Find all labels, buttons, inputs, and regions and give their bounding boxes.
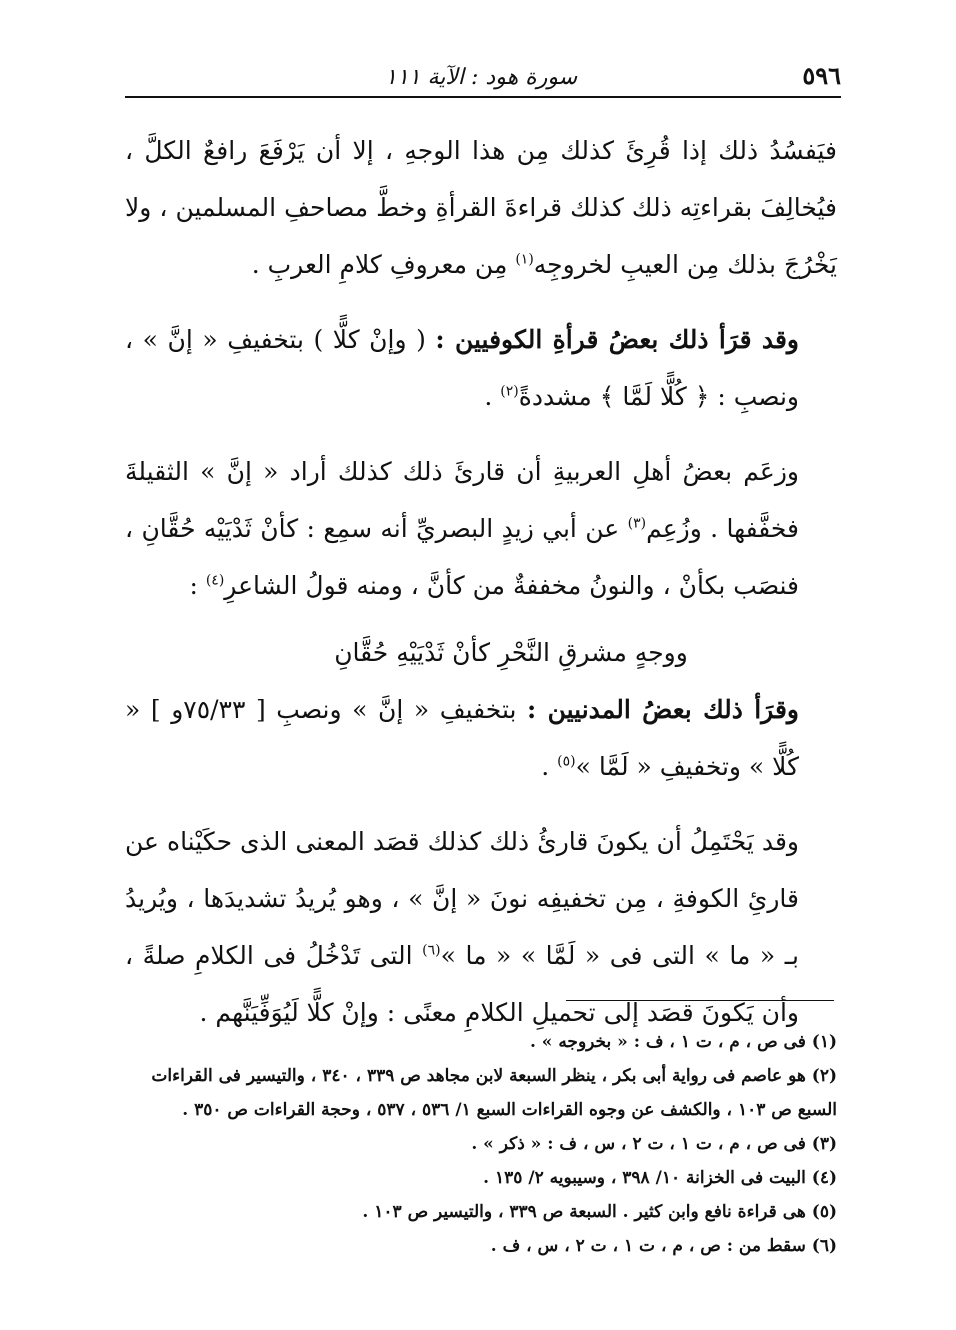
text-line: لخروجِه [533,250,613,279]
text-line: بتخفيفِ « إنَّ » ونصبِ [ ٧٥/٣٣و ] « كُلًّا » وتخفيفِ [125,695,799,781]
text-line: كلًّا لَيُوَفِّيَنَّهم . [199,998,334,1027]
text-line: مخففةٌ من كأنَّ ، ومنه قولُ الشاعرِ [224,571,582,600]
footnote-ref-5: (٥) [557,753,576,770]
footnote-separator [566,1000,834,1001]
text-line: مِن معروفِ كلامِ العربِ . [251,250,516,279]
footnote-4: (٤) البيت فى الخزانة ١٠/ ٣٩٨ ، وسيبويه ٢/ ١٣٥ . [483,1168,837,1188]
paragraph-3 [125,443,837,614]
paragraph-2 [125,311,837,425]
text-line: « لَمَّا » [575,752,652,781]
text-line: ﴿ كُلًّا لَمَّا ﴾ مشددةً [518,382,710,411]
footnote-6: (٦) سقط من : ص ، م ، ت ١ ، ت ٢ ، س ، ف . [490,1236,837,1256]
header-rule [125,96,841,98]
paragraph-5 [125,813,837,1041]
footnote-ref-3: (٣) [627,515,647,532]
paragraph-lead: وقرَأ ذلك بعضُ المدنيين : [527,695,799,724]
footnote-2: (٢) هو عاصم فى رواية أبى بكر ، ينظر السبعة لابن مجاهد ص ٣٣٩ ، ٣٤٠ ، والتيسير فى القراءات السبع ص ١٠٣ ، والكشف عن وجوه القراءات السبع ١/ ٥٣٦ ، ٥٣٧ ، وحجة القراءات ص ٣٥٠ . [151,1066,837,1120]
text-line: عن أبي زيدٍ البصريِّ أنه سمِع : كأنْ ثَدْيَيْه حُقَّانِ ، فنصَب بكأنْ ، والنونُ [125,514,799,600]
footnote-1: (١) فى ص ، م ، ت ١ ، ف : « بخروجه » . [529,1032,837,1052]
page-header [125,50,841,90]
text-line: الكوفةِ ، مِن تخفيفِه نونَ « إنَّ » ، وهو يُريدُ تشديدَها ، ويُريدُ بـ « ما » التى فى « لَمَّا » [125,884,800,970]
page-number: ٥٩٦ [802,61,841,90]
text-line: . [541,752,558,781]
poetry-verse: ووجهٍ مشرقِ النَّحْرِ كأنْ ثَدْيَيْهِ حُقَّانِ [334,638,688,667]
paragraph-lead: وقد قرَأ ذلك بعضُ قرأةِ الكوفيين : [435,325,799,354]
footnote-ref-1: (١) [515,251,534,268]
footnote-5: (٥) هى قراءة نافع وابن كثير . السبعة ص ٣٣٩ ، والتيسير ص ١٠٣ . [362,1202,837,1222]
text-line: ذلك كذلك قراءةَ القرأةِ وخطَّ مصاحفِ المسلمين ، ولا يَخْرُجَ بذلك مِن العيبِ [125,193,837,279]
footnote-ref-4: (٤) [205,572,225,589]
text-line: وزعَم بعضُ أهلِ العربيةِ أن قارئَ ذلك كذلك أراد « إنَّ » الثقيلةَ فخفَّفها . [125,457,800,543]
paragraph-4 [125,681,837,795]
footnote-ref-6: (٦) [422,942,441,959]
text-line: « ما » [440,941,512,970]
text-line: وقد يَحْتَمِلُ أن يكونَ قارئُ ذلك كذلك قصَد المعنى الذى حكَيْناه عن قارئِ [125,827,799,913]
text-line: فيَفسُدُ ذلك إذا قُرِئَ كذلك مِن هذا الوجهِ ، إلا أن يَرْفَعَ رافعٌ الكلَّ ، فيُخالِفَ بقراءتِه [125,136,838,222]
running-title: سورة هود : الآية ١١١ [385,65,578,90]
text-line: ( وإنْ كلًّا ) بتخفيفِ « إنَّ » ، ونصبِ : [125,325,799,411]
footnote-ref-2: (٢) [500,383,519,400]
text-line: وزُعِم [646,514,702,543]
footnote-3: (٣) فى ص ، م ، ت ١ ، ت ٢ ، س ، ف : « ذكر » . [471,1134,837,1154]
paragraph-1 [125,122,837,293]
main-text [125,122,837,1041]
text-line: التى تَدْخُلُ فى الكلامِ صلةً ، وأن يَكونَ قصَد إلى تحميلِ الكلامِ معنًى : وإنْ [125,941,799,1027]
footnotes [125,1025,837,1263]
text-line: . [484,382,501,411]
text-line: : [189,571,206,600]
